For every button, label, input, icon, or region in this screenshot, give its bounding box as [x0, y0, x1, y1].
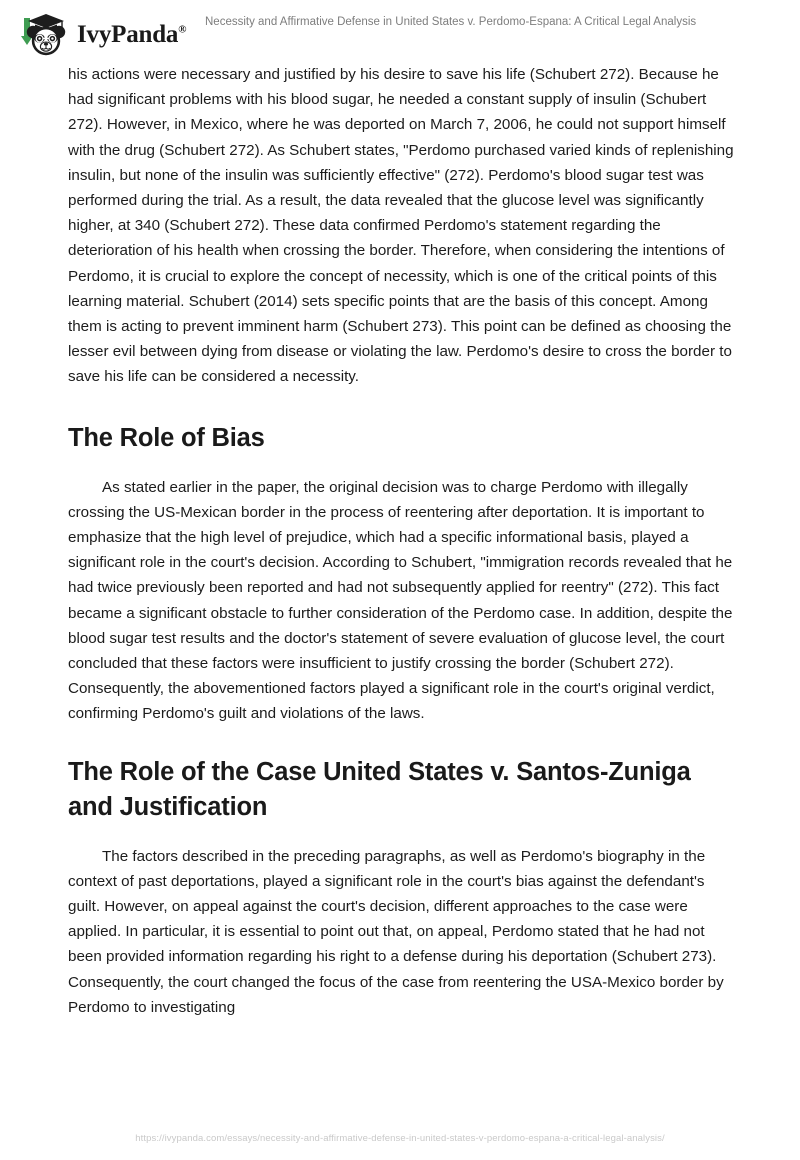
spacer [68, 727, 738, 755]
page-header [0, 0, 800, 62]
brand-logo-lockup[interactable] [0, 0, 205, 58]
brand-name [77, 22, 186, 47]
spacer [68, 825, 738, 844]
panda-graduate-logo-icon [16, 10, 70, 58]
brand-name-text: IvyPanda [77, 20, 179, 48]
spacer [68, 390, 738, 421]
source-url-link[interactable]: https://ivypanda.com/essays/necessity-and-affirmative-defense-in-united-states-v-perdomo-espana-a-critical-legal-analysis/ [135, 1133, 665, 1144]
page-footer [0, 1128, 800, 1146]
paragraph-role-of-bias: As stated earlier in the paper, the original decision was to charge Perdomo with illegally crossing the US-Mexican border in the process of reentering after deportation. It is important to emphasize that the high level of prejudice, which had a specific informational basis, played a significant role in the court's decision. According to Schubert, "immigration records revealed that he had twice previously been reported and had not subsequently applied for reentry" (272). This fact became a significant obstacle to further consideration of the Perdomo case. In addition, despite the blood sugar test results and the doctor's statement of severe evaluation of glucose level, the court concluded that these factors were insufficient to justify crossing the border (Schubert 272). Consequently, the abovementioned factors played a significant role in the court's original verdict, confirming Perdomo's guilt and violations of the laws. [68, 478, 733, 723]
document-content [0, 62, 800, 1020]
registered-trademark-icon: ® [178, 23, 187, 36]
section-heading-santos-zuniga: The Role of the Case United States v. Santos-Zuniga and Justification [68, 757, 691, 821]
section-heading-role-of-bias: The Role of Bias [68, 423, 265, 452]
spacer [68, 456, 738, 475]
paragraph-santos-zuniga: The factors described in the preceding paragraphs, as well as Perdomo's biography in the context of past deportations, played a significant role in the court's bias against the defendant's guilt. However, on appeal against the court's decision, different approaches to the case were applied. In particular, it is essential to point out that, on appeal, Perdomo stated that he had not been provided information regarding his right to a defense during his deportation (Schubert 273). Consequently, the court changed the focus of the case from reentering the USA-Mexico border by Perdomo to investigating [68, 847, 724, 1016]
document-title-header: Necessity and Affirmative Defense in United States v. Perdomo-Espana: A Critical Legal Analysis [205, 16, 697, 28]
paragraph-continuation: his actions were necessary and justified by his desire to save his life (Schubert 272). Because he had significant problems with his blood sugar, he needed a constant supply of insulin (Schubert 272). However, in Mexico, where he was deported on March 7, 2006, he could not support himself with the drug (Schubert 272). As Schubert states, "Perdomo purchased varied kinds of replenishing insulin, but none of the insulin was sufficiently effective" (272). Perdomo's blood sugar test was performed during the trial. As a result, the data revealed that the glucose level was significantly higher, at 340 (Schubert 272). These data confirmed Perdomo's statement regarding the deterioration of his health when crossing the border. Therefore, when considering the intentions of Perdomo, it is crucial to explore the concept of necessity, which is one of the critical points of this learning material. Schubert (2014) sets specific points that are the basis of this concept. Among them is acting to prevent imminent harm (Schubert 273). This point can be defined as choosing the lesser evil between dying from disease or violating the law. Perdomo's desire to cross the border to save his life can be considered a necessity. [68, 66, 734, 386]
